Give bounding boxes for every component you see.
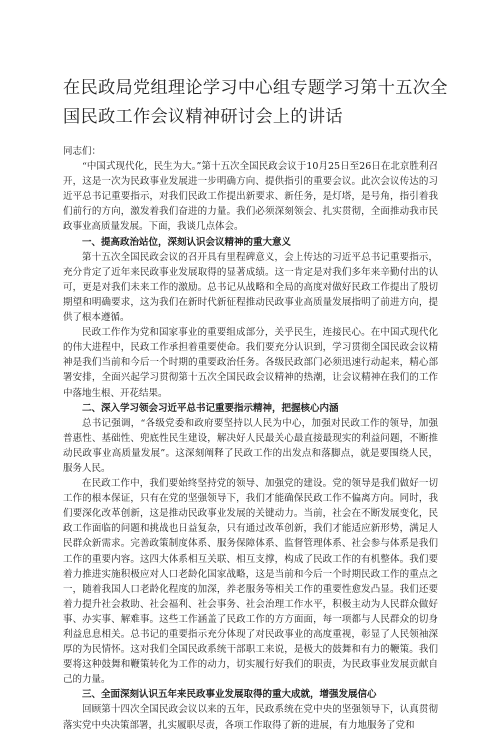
document-title <box>63 0 448 132</box>
paragraph: 在民政工作中，我们要始终坚持党的领导、加强党的建设。党的领导是我们做好一切工作的根本保证，只有在党的坚强领导下，我们才能确保民政工作不偏离方向。同时，我们要深化改革创新，这是推动民政事业发展的关键动力。当前，社会在不断发展变化，民政工作面临的问题和挑战也日益复杂，只有通过改革创新，我们才能适应新形势，满足人民群众新需求。完善政策制度体系、服务保障体系、监督管理体系、社会参与体系是我们工作的重要内容。这四大体系相互关联、相互支撑，构成了民政工作的有机整体。我们要着力推进实施积极应对人口老龄化国家战略，这是当前和今后一个时期民政工作的重点之一，随着我国人口老龄化程度的加深，养老服务等相关工作的重要性愈发凸显。我们还要着力提升社会救助、社会福利、社会事务、社会治理工作水平，积极主动为人民群众做好事、办实事、解难事。这些工作涵盖了民政工作的方方面面，每一项都与人民群众的切身利益息息相关。总书记的重要指示充分体现了对民政事业的高度重视，彰显了人民领袖深厚的为民情怀。这对我们全国民政系统干部职工来说，是极大的鼓舞和有力的鞭策。我们要将这种鼓舞和鞭策转化为工作的动力，切实履行好我们的职责，为民政事业发展贡献自己的力量。 <box>63 478 438 686</box>
title-line-2: 国民政工作会议精神研讨会上的讲话 <box>63 107 343 127</box>
paragraph: 回顾第十四次全国民政会议以来的五年，民政系统在党中央的坚强领导下，认真贯彻落实党中央决策部署，扎实履职尽责，各项工作取得了新的进展，有力地服务了党和 <box>63 704 438 731</box>
title-line-1: 在民政局党组理论学习中心组专题学习第十五次全 <box>63 78 448 98</box>
section-heading-2: 二、深入学习领会习近平总书记重要指示精神，把握核心内涵 <box>82 402 339 414</box>
section-heading-3: 三、全面深刻认识五年来民政事业发展取得的重大成就，增强发展信心 <box>82 689 377 701</box>
paragraph-intro: “中国式现代化，民生为大。”第十五次全国民政会议于10月25日至26日在北京胜利召开，这是一次为民政事业发展进一步明确方向、提供指引的重要会议。此次会议传达的习近平总书记重要指示，对我们民政工作提出新要求、新任务，是灯塔，是号角，指引着我们前行的方向，激发着我们奋进的力量。我们必须深刻领会、扎实贯彻，全面推动我市民政事业高质量发展。下面，我谈几点体会。 <box>63 161 438 233</box>
greeting: 同志们： <box>63 146 102 157</box>
section-heading-1: 一、提高政治站位，深刻认识会议精神的重大意义 <box>82 236 292 248</box>
paragraph: 第十五次全国民政会议的召开具有里程碑意义，会上传达的习近平总书记重要指示，充分肯定了近年来民政事业发展取得的显著成绩。这一肯定是对我们多年来辛勤付出的认可，更是对我们未来工作的激励。总书记从战略和全局的高度对做好民政工作提出了殷切期望和明确要求，这为我们在新时代新征程推动民政事业高质量发展指明了前进方向，提供了根本遵循。 <box>63 251 438 324</box>
paragraph: 总书记强调，“各级党委和政府要坚持以人民为中心，加强对民政工作的领导，加强普惠性、基础性、兜底性民生建设，解决好人民最关心最直接最现实的利益问题，不断推动民政事业高质量发展”。这深刻阐释了民政工作的出发点和落脚点，就是要围绕人民，服务人民。 <box>63 417 438 474</box>
document-body <box>63 144 438 733</box>
paragraph: 民政工作作为党和国家事业的重要组成部分，关乎民生，连接民心。在中国式现代化的伟大进程中，民政工作承担着重要使命。我们要充分认识到，学习贯彻全国民政会议精神是我们当前和今后一个时期的重要政治任务。各级民政部门必须迅速行动起来，精心部署安排，全面兴起学习贯彻第十五次全国民政会议精神的热潮，让会议精神在我们的工作中落地生根、开花结果。 <box>63 327 438 399</box>
